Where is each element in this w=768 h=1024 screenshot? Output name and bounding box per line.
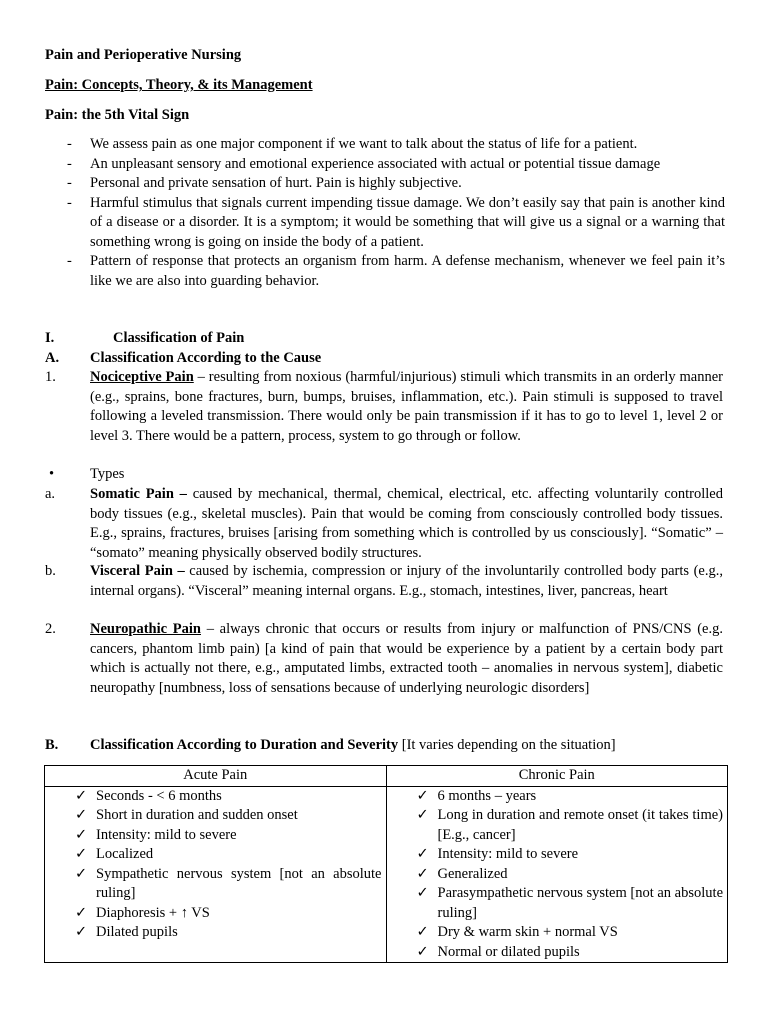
chronic-pain-cell bbox=[386, 786, 728, 963]
checkmark-icon: ✓ bbox=[416, 807, 429, 823]
vital-sign-heading: Pain: the 5th Vital Sign bbox=[45, 107, 190, 123]
somatic-pain-term: Somatic Pain – bbox=[90, 486, 187, 502]
checkmark-icon: ✓ bbox=[75, 846, 88, 862]
somatic-pain-item: a. Somatic Pain – caused by mechanical, thermal, chemical, electrical, etc. affecting voluntarily controlled body tissues (e.g., skeletal muscles). Pain that would be coming from consciously controlled body tissues. E.g., sprains, fractures, bruises [arising from something which is controlled by us consciously]. “Somatic” – “somato” meaning physically observed bodily structures. bbox=[45, 486, 723, 561]
list-item: - Personal and private sensation of hurt. Pain is highly subjective. bbox=[67, 175, 462, 191]
document-page: Pain and Perioperative Nursing Pain: Concepts, Theory, & its Management Pain: the 5th Vital Sign - We assess pain as one major component if we want to talk about the status of life for a patient. - An unpleasant sensory and emotional experience associated with actual or potential tissue damage - Personal and private sensation of hurt. Pain is highly subjective. - Harmful stimulus that signals current impending tissue damage. We don’t easily say that pain is another kind of a disease or a disorder. It is a symptom; it would be something that will give us a signal or a warning that something wrong is going on inside the body of a patient. - Pattern of response that protects an organism from harm. A defense mechanism, whenever we feel pain it’s like we are also into guarding behavior. I. Classification of Pain A. Classification According to the Cause 1. Nociceptive Pain – resulting from noxious (harmful/injurious) stimuli which transmits in an orderly manner (e.g., sprains, bone fractures, burn, bumps, bruises, inflammation, etc.). Pain stimuli is supposed to travel following a leveled transmission. There would only be pain transmission if it has to go to level 1, level 2 or level 3. There would be a pattern, process, system to go through or follow. • Types a. Somatic Pain – caused by mechanical, thermal, chemical, electrical, etc. affecting voluntarily controlled body tissues (e.g., skeletal muscles). Pain that would be coming from consciously controlled body tissues. E.g., sprains, fractures, bruises [arising from something which is controlled by us consciously]. “Somatic” – “somato” meaning physically observed bodily structures. b. Visceral Pain – caused by ischemia, compression or injury of the involuntarily controlled body parts (e.g., internal organs). “Visceral” meaning internal organs. E.g., stomach, intestines, liver, pancreas, heart 2. Neuropathic Pain – always chronic that occurs or results from injury or malfunction of PNS/CNS (e.g. cancers, phantom limb pain) [a kind of pain that would be experience by a patient by a certain body part which is actually not there, e.g., amputated limbs, extracted tooth – anomalies in nervous system], diabetic neuropathy [numbness, loss of sensations because of underlying neurologic disorders] B. Classification According to Duration and Severity [It varies depending on the situation] Acute Pain Chronic Pain ✓ Seconds - < 6 months ✓ Short in duration and sudden onset ✓ Intensity: mild to severe ✓ Localized ✓ Sympathetic nervous system [not an absolute ruling] ✓ Diaphoresis + ↑ VS ✓ Dilated pupils ✓ 6 months – years ✓ Long in duration and remote onset (it takes time) [E.g., cancer] ✓ Intensity: mild to severe ✓ Generalized ✓ Parasympathetic nervous system [not an absolute ruling] ✓ Dry & warm skin + normal VS ✓ Normal or dilated pupils bbox=[0, 0, 768, 1024]
checkmark-icon: ✓ bbox=[416, 787, 429, 804]
bullet-dot-icon: • bbox=[49, 466, 55, 482]
table-list-item: ✓ Intensity: mild to severe bbox=[49, 826, 382, 846]
list-item: - We assess pain as one major component if we want to talk about the status of life for a patient. bbox=[67, 136, 638, 152]
list-item: - Pattern of response that protects an organism from harm. A defense mechanism, whenever we feel pain it’s like we are also into guarding behavior. bbox=[67, 253, 725, 289]
table-list-item: ✓ Long in duration and remote onset (it takes time) [E.g., cancer] bbox=[416, 807, 723, 843]
table-list-item: ✓ 6 months – years bbox=[391, 787, 724, 807]
table-list-item: ✓ Short in duration and sudden onset bbox=[49, 806, 382, 826]
acute-pain-list bbox=[49, 787, 382, 943]
table-list-item: ✓ Normal or dilated pupils bbox=[391, 943, 724, 963]
visceral-pain-item: b. Visceral Pain – caused by ischemia, compression or injury of the involuntarily controlled body parts (e.g., internal organs). “Visceral” meaning internal organs. E.g., stomach, intestines, liver, pancreas, heart bbox=[45, 563, 723, 599]
doc-title: Pain and Perioperative Nursing bbox=[45, 47, 242, 63]
chronic-pain-list bbox=[391, 787, 724, 963]
nociceptive-pain-term: Nociceptive Pain bbox=[90, 369, 194, 385]
table-list-item: ✓ Dilated pupils bbox=[49, 923, 382, 943]
pain-duration-table bbox=[44, 765, 728, 963]
checkmark-icon: ✓ bbox=[75, 924, 88, 940]
checkmark-icon: ✓ bbox=[75, 787, 88, 804]
table-list-item: ✓ Dry & warm skin + normal VS bbox=[391, 923, 724, 943]
table-list-item: ✓ Localized bbox=[49, 845, 382, 865]
acute-pain-header: Acute Pain bbox=[45, 766, 387, 787]
visceral-pain-term: Visceral Pain – bbox=[90, 563, 185, 579]
table-list-item: ✓ Seconds - < 6 months bbox=[49, 787, 382, 807]
checkmark-icon: ✓ bbox=[75, 826, 88, 843]
checkmark-icon: ✓ bbox=[75, 904, 88, 921]
doc-subtitle: Pain: Concepts, Theory, & its Management bbox=[45, 77, 313, 93]
table-list-item: ✓ Generalized bbox=[391, 865, 724, 885]
neuropathic-pain-item: 2. Neuropathic Pain – always chronic that occurs or results from injury or malfunction of PNS/CNS (e.g. cancers, phantom limb pain) [a kind of pain that would be experience by a patient by a certain body part which is actually not there, e.g., amputated limbs, extracted tooth – anomalies in nervous system], diabetic neuropathy [numbness, loss of sensations because of underlying neurologic disorders] bbox=[45, 621, 723, 696]
checkmark-icon: ✓ bbox=[416, 846, 429, 862]
checkmark-icon: ✓ bbox=[416, 943, 429, 960]
checkmark-icon: ✓ bbox=[75, 807, 88, 823]
subsection-b-heading: B. Classification According to Duration and Severity [It varies depending on the situation] bbox=[45, 737, 616, 753]
table-list-item: ✓ Intensity: mild to severe bbox=[391, 845, 724, 865]
types-bullet: • Types bbox=[45, 465, 723, 485]
list-item: - Harmful stimulus that signals current impending tissue damage. We don’t easily say that pain is another kind of a disease or a disorder. It is a symptom; it would be something that will give us a signal or a warning that something wrong is going on inside the body of a patient. bbox=[67, 194, 725, 250]
checkmark-icon: ✓ bbox=[416, 865, 429, 882]
list-item: - An unpleasant sensory and emotional experience associated with actual or potential tissue damage bbox=[67, 155, 661, 172]
acute-pain-cell bbox=[45, 786, 387, 963]
neuropathic-pain-term: Neuropathic Pain bbox=[90, 621, 201, 637]
nociceptive-pain-item: 1. Nociceptive Pain – resulting from noxious (harmful/injurious) stimuli which transmits in an orderly manner (e.g., sprains, bone fractures, burn, bumps, bruises, inflammation, etc.). Pain stimuli is supposed to travel following a leveled transmission. There would only be pain transmission if it has to go to level 1, level 2 or level 3. There would be a pattern, process, system to go through or follow. bbox=[45, 369, 723, 444]
table-list-item: ✓ Parasympathetic nervous system [not an absolute ruling] bbox=[416, 885, 724, 921]
checkmark-icon: ✓ bbox=[75, 865, 88, 882]
chronic-pain-header: Chronic Pain bbox=[386, 766, 728, 787]
checkmark-icon: ✓ bbox=[416, 885, 429, 901]
table-list-item: ✓ Diaphoresis + ↑ VS bbox=[49, 904, 382, 924]
table-list-item: ✓ Sympathetic nervous system [not an absolute ruling] bbox=[75, 865, 382, 901]
intro-list bbox=[45, 135, 725, 291]
checkmark-icon: ✓ bbox=[416, 924, 429, 940]
